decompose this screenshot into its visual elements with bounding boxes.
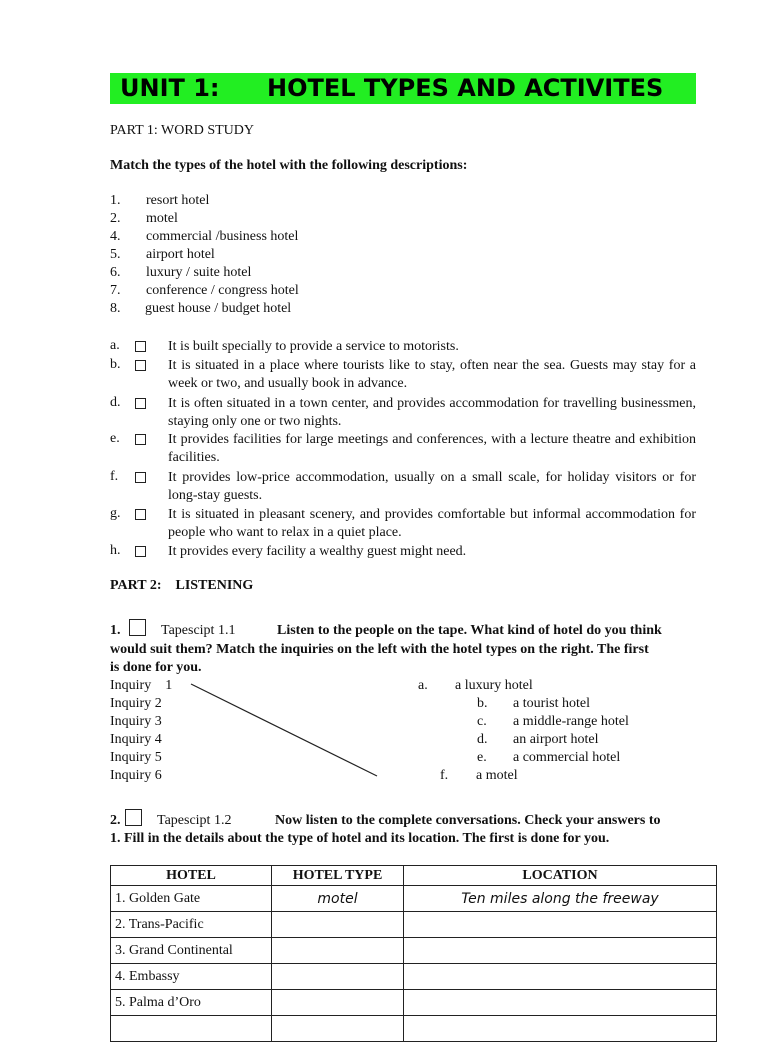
hotel-type-label: airport hotel bbox=[146, 247, 215, 262]
hotel-number: 5. bbox=[110, 247, 121, 262]
table-row bbox=[111, 990, 717, 1016]
option-letter: a. bbox=[418, 678, 428, 693]
exercise2-instruction-line2: 1. Fill in the details about the type of hotel and its location. The first is done for you. bbox=[110, 831, 610, 846]
hotel-details-table bbox=[110, 865, 717, 1042]
location-cell[interactable] bbox=[404, 1016, 717, 1042]
table-row bbox=[111, 912, 717, 938]
inquiry-label: Inquiry 6 bbox=[110, 768, 162, 783]
hotel-name-cell: 5. Palma d’Oro bbox=[111, 990, 272, 1016]
option-label: a tourist hotel bbox=[513, 696, 590, 711]
option-letter: d. bbox=[477, 732, 488, 747]
description-text: It is often situated in a town center, and provides accommodation for travelling businessmen, staying only one or two nights. bbox=[168, 396, 696, 429]
column-header-hotel: HOTEL bbox=[111, 866, 272, 886]
exercise1-instruction-line1: Listen to the people on the tape. What kind of hotel do you think bbox=[277, 623, 662, 638]
hotel-name-cell: 1. Golden Gate bbox=[111, 886, 272, 912]
exercise1-tapescript: Tapescipt 1.1 bbox=[161, 623, 236, 638]
exercise2-instruction-line1: Now listen to the complete conversations. Check your answers to bbox=[275, 813, 661, 828]
hotel-type-cell[interactable] bbox=[272, 938, 404, 964]
option-label: a luxury hotel bbox=[455, 678, 533, 693]
hotel-type-label: luxury / suite hotel bbox=[146, 265, 252, 280]
hotel-name-cell: 3. Grand Continental bbox=[111, 938, 272, 964]
description-letter: e. bbox=[110, 431, 120, 446]
hotel-number: 7. bbox=[110, 283, 121, 298]
description-text: It is situated in pleasant scenery, and provides comfortable but informal accommodation for people who want to relax in a quiet place. bbox=[168, 507, 696, 540]
column-header-hotel-type: HOTEL TYPE bbox=[272, 866, 404, 886]
description-letter: g. bbox=[110, 506, 121, 521]
hotel-type-cell[interactable]: motel bbox=[272, 886, 404, 912]
inquiry-label: Inquiry 5 bbox=[110, 750, 162, 765]
description-letter: d. bbox=[110, 395, 121, 410]
column-header-location: LOCATION bbox=[404, 866, 717, 886]
part1-heading: PART 1: WORD STUDY bbox=[110, 123, 254, 138]
option-letter: b. bbox=[477, 696, 488, 711]
exercise1-number: 1. bbox=[110, 623, 121, 638]
unit-title: HOTEL TYPES AND ACTIVITES bbox=[267, 74, 664, 102]
hotel-type-label: conference / congress hotel bbox=[146, 283, 299, 298]
hotel-number: 1. bbox=[110, 193, 121, 208]
hotel-type-cell[interactable] bbox=[272, 1016, 404, 1042]
hotel-type-cell[interactable] bbox=[272, 990, 404, 1016]
option-label: a motel bbox=[476, 768, 518, 783]
hotel-number: 8. bbox=[110, 301, 121, 316]
exercise2-checkbox[interactable] bbox=[125, 809, 142, 826]
hotel-type-label: commercial /business hotel bbox=[146, 229, 299, 244]
description-letter: h. bbox=[110, 543, 121, 558]
inquiry-label: Inquiry 3 bbox=[110, 714, 162, 729]
exercise2-number: 2. bbox=[110, 813, 121, 828]
exercise1-instruction-line2: would suit them? Match the inquiries on the left with the hotel types on the right. The first bbox=[110, 642, 649, 657]
location-cell[interactable] bbox=[404, 990, 717, 1016]
option-letter: e. bbox=[477, 750, 487, 765]
part1-instruction: Match the types of the hotel with the following descriptions: bbox=[110, 158, 468, 173]
hotel-type-cell[interactable] bbox=[272, 964, 404, 990]
option-letter: c. bbox=[477, 714, 487, 729]
hotel-number: 6. bbox=[110, 265, 121, 280]
option-label: a commercial hotel bbox=[513, 750, 621, 765]
inquiry-label: Inquiry 4 bbox=[110, 732, 162, 747]
inquiry-label: Inquiry 1 bbox=[110, 678, 173, 693]
unit-number: UNIT 1: bbox=[120, 74, 220, 102]
hotel-type-label: guest house / budget hotel bbox=[145, 301, 292, 316]
table-row bbox=[111, 886, 717, 912]
description-text: It provides every facility a wealthy guest might need. bbox=[168, 544, 467, 559]
exercise2-tapescript: Tapescipt 1.2 bbox=[157, 813, 232, 828]
description-letter: b. bbox=[110, 357, 121, 372]
hotel-type-label: motel bbox=[146, 211, 178, 226]
option-letter: f. bbox=[440, 768, 449, 783]
description-letter: a. bbox=[110, 338, 120, 353]
hotel-name-cell: 2. Trans-Pacific bbox=[111, 912, 272, 938]
location-cell[interactable] bbox=[404, 912, 717, 938]
hotel-number: 2. bbox=[110, 211, 121, 226]
inquiry-label: Inquiry 2 bbox=[110, 696, 162, 711]
location-cell[interactable] bbox=[404, 938, 717, 964]
hotel-type-cell[interactable] bbox=[272, 912, 404, 938]
table-row bbox=[111, 938, 717, 964]
option-label: an airport hotel bbox=[513, 732, 599, 747]
description-text: It provides low-price accommodation, usually on a small scale, for holiday visitors or for long-stay guests. bbox=[168, 470, 696, 503]
description-letter: f. bbox=[110, 469, 119, 484]
hotel-name-cell: 4. Embassy bbox=[111, 964, 272, 990]
table-header-row bbox=[111, 866, 717, 886]
part2-heading: PART 2: LISTENING bbox=[110, 578, 254, 593]
location-cell[interactable]: Ten miles along the freeway bbox=[404, 886, 717, 912]
description-text: It is situated in a place where tourists like to stay, often near the sea. Guests may stay for a week or two, and usually book in advance. bbox=[168, 358, 696, 391]
option-label: a middle-range hotel bbox=[513, 714, 629, 729]
hotel-number: 4. bbox=[110, 229, 121, 244]
exercise1-instruction-line3: is done for you. bbox=[110, 660, 202, 675]
table-row bbox=[111, 964, 717, 990]
hotel-name-cell bbox=[111, 1016, 272, 1042]
table-row bbox=[111, 1016, 717, 1042]
description-text: It provides facilities for large meetings and conferences, with a lecture theatre and exhibition facilities. bbox=[168, 432, 696, 465]
hotel-type-label: resort hotel bbox=[146, 193, 210, 208]
description-text: It is built specially to provide a service to motorists. bbox=[168, 339, 459, 354]
location-cell[interactable] bbox=[404, 964, 717, 990]
